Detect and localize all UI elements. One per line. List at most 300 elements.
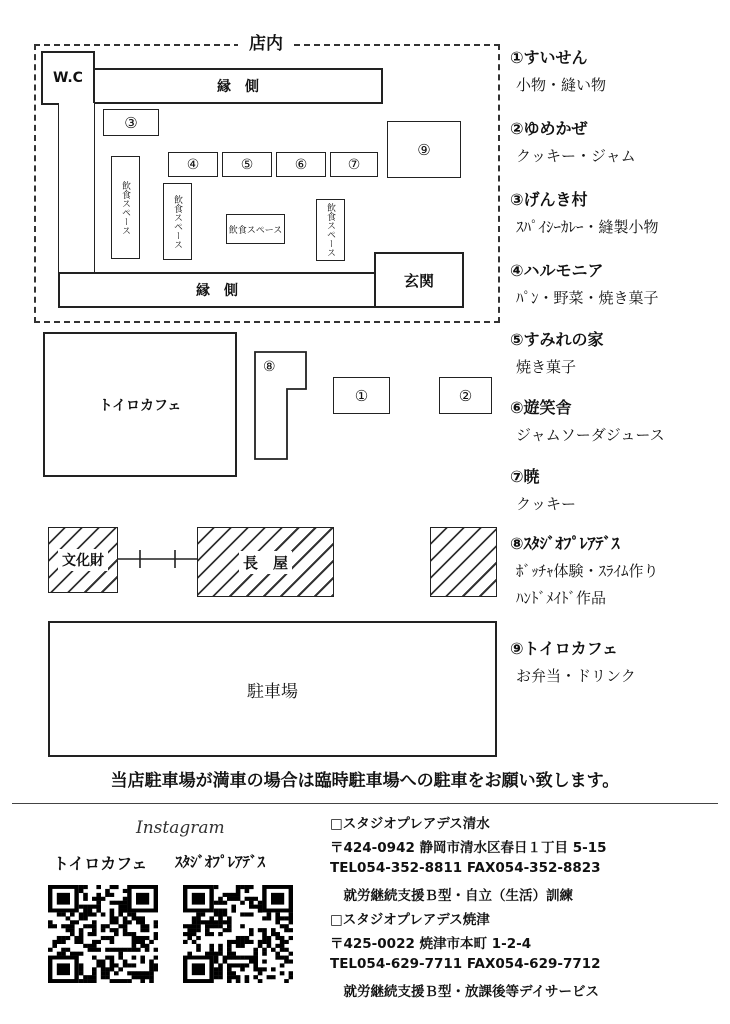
qr-module [110,936,115,940]
qr-module [236,975,241,979]
qr-module [149,940,154,944]
legend-item [510,116,725,187]
qr-module [245,936,250,940]
legend-item [510,187,725,258]
qr-module [145,924,150,928]
qr-module [114,932,119,936]
qr-module [258,909,263,913]
qr-module [57,893,70,905]
qr-module [110,956,115,960]
qr-module [275,956,280,960]
qr-module [140,975,145,979]
qr-module [267,916,272,920]
qr-module [132,956,137,960]
qr-module [280,924,285,928]
qr-module [253,897,258,901]
qr-module [271,928,276,932]
legend-title: ⑧ｽﾀｼﾞｵﾌﾟﾚｱﾃﾞｽ [510,534,620,553]
qr-module [214,885,219,889]
qr-module [154,948,158,952]
qr-module [110,893,115,897]
qr-module [110,948,115,952]
qr-module [61,936,66,940]
booth-1: ① [333,377,390,414]
qr-module [218,967,223,971]
qr-module [96,901,101,905]
qr-module [284,928,289,932]
legend-title: ①すいせん [510,48,588,67]
qr-module [223,909,228,913]
qr-module [123,909,128,913]
qr-module [271,932,276,936]
qr-module [205,928,210,932]
qr-module [245,897,250,901]
qr-module [209,948,214,952]
qr-module [258,940,263,944]
qr-module [101,959,106,963]
contact-info [330,812,720,1004]
qr-module [284,940,289,944]
qr-module [127,963,132,967]
qr-module [240,936,245,940]
qr-module [275,920,280,924]
qr-module [231,893,236,897]
qr-module [101,975,106,979]
qr-module [140,924,145,928]
qr-module [145,944,150,948]
qr-module [227,928,232,932]
qr-module [284,956,289,960]
qr-code-studio-pleiades[interactable] [183,885,293,983]
qr-module [231,971,236,975]
qr-module [231,897,236,901]
qr-module [192,924,197,928]
legend-item [510,45,725,116]
qr-module [74,936,79,940]
qr-module [227,944,232,948]
qr-module [140,940,145,944]
qr-module [205,924,210,928]
qr-module [240,944,245,948]
qr-module [74,940,79,944]
qr-module [218,948,223,952]
qr-module [140,944,145,948]
qr-module [92,967,97,971]
qr-module [214,956,219,960]
qr-module [96,909,101,913]
qr-module [136,975,141,979]
contact-line: 〒425-0022 焼津市本町 1-2-4 [330,936,532,952]
qr-module [114,963,119,967]
legend-title: ②ゆめかぜ [510,119,588,138]
qr-module [262,948,267,952]
qr-module [83,893,88,897]
qr-module [127,920,132,924]
dining-space-label: 飲食スペース [172,194,182,249]
dining-space-1 [111,156,140,259]
qr-module [205,920,210,924]
legend-desc: ｽﾊﾟｲｼｰｶﾚｰ・縫製小物 [516,218,659,236]
qr-module [218,944,223,948]
qr-code-toiro-cafe[interactable] [48,885,158,983]
qr-module [123,963,128,967]
qr-module [192,928,197,932]
qr-module [227,897,232,901]
qr-module [205,952,210,956]
legend-item [510,395,725,464]
qr-module [127,948,132,952]
qr-module [145,971,150,975]
qr-module [140,920,145,924]
qr-module [66,924,71,928]
legend-desc: クッキー・ジャム [516,147,636,165]
qr-module [123,979,128,983]
qr-module [83,975,88,979]
qr-module [245,885,250,889]
qr-module [132,975,137,979]
qr-module [227,952,232,956]
qr-module [132,948,137,952]
qr-module [289,928,293,932]
qr-module [223,956,228,960]
booth-3: ③ [103,109,159,136]
qr-module [262,932,267,936]
qr-module [110,959,115,963]
legend-item [510,327,725,395]
parking-notice: 当店駐車場が満車の場合は臨時駐車場への駐車をお願い致します。 [110,771,620,791]
qr-module [231,952,236,956]
qr-module [267,944,272,948]
qr-module [249,932,254,936]
qr-module [48,948,53,952]
qr-module [245,963,250,967]
qr-module [218,916,223,920]
qr-module [227,948,232,952]
legend-title: ⑥遊笑舎 [510,398,572,417]
qr-module [187,928,192,932]
qr-module [280,940,285,944]
qr-module [231,940,236,944]
dining-space-3 [226,214,285,244]
qr-module [253,956,258,960]
legend-desc: ジャムソーダジュース [516,426,665,444]
qr-module [114,928,119,932]
qr-module [140,971,145,975]
qr-module [262,928,267,932]
qr-module [227,940,232,944]
qr-code-graphic [48,885,158,983]
booth-2: ② [439,377,492,414]
qr-module [145,928,150,932]
qr-module [96,963,101,967]
qr-module [57,940,62,944]
qr-module [223,959,228,963]
qr-module [284,924,289,928]
qr-module [114,948,119,952]
instagram-label: Instagram [136,818,225,838]
qr-module [271,948,276,952]
qr-module [83,924,88,928]
qr-module [267,975,272,979]
qr-module [218,912,223,916]
qr-module [61,940,66,944]
qr-module [79,928,84,932]
qr-module [227,920,232,924]
qr-module [223,901,228,905]
qr-module [227,924,232,928]
qr-module [66,916,71,920]
qr-module [227,963,232,967]
engawa-bottom: 縁 側 [58,272,376,308]
qr-module [123,920,128,924]
qr-module [83,885,88,889]
qr-module [88,975,93,979]
qr-module [92,956,97,960]
qr-module [79,967,84,971]
qr-module [70,912,75,916]
qr-module [79,889,84,893]
qr-module [154,924,158,928]
qr-module [227,893,232,897]
qr-module [114,971,119,975]
connector-path [118,548,198,570]
qr-module [275,932,280,936]
qr-module [140,979,145,983]
qr-module [136,948,141,952]
qr-module [275,936,280,940]
qr-module [214,952,219,956]
qr-module [105,948,110,952]
qr-module [214,909,219,913]
qr-module [258,901,263,905]
qr-module [192,916,197,920]
qr-module [236,897,241,901]
qr-module [132,971,137,975]
qr-module [136,971,141,975]
qr-module [110,979,115,983]
qr-module [249,901,254,905]
qr-module [123,901,128,905]
booth-4: ④ [168,152,218,177]
qr-module [101,897,106,901]
legend-item [510,531,725,636]
qr-module [218,901,223,905]
qr-module [231,905,236,909]
qr-module [101,963,106,967]
qr-module [105,889,110,893]
qr-module [218,909,223,913]
qr-module [61,912,66,916]
qr-module [101,971,106,975]
qr-module [192,963,205,975]
qr-module [110,928,115,932]
qr-module [289,936,293,940]
qr-module [96,959,101,963]
qr-module [289,975,293,979]
qr-module [118,967,123,971]
qr-module [223,928,228,932]
contact-line: □スタジオプレアデス焼津 [330,912,490,928]
qr-module [83,944,88,948]
qr-module [140,928,145,932]
qr-module [249,897,254,901]
qr-module [105,956,110,960]
qr-module [132,963,137,967]
qr-module [83,916,88,920]
engawa-top: 縁 側 [93,68,383,104]
contact-line: 就労継続支援Ｂ型・放課後等デイサービス [330,984,600,1000]
qr-module [118,909,123,913]
qr-module [140,956,145,960]
legend-title: ④ハルモニア [510,261,604,280]
qr-module [280,948,285,952]
qr-module [262,916,267,920]
qr-module [96,897,101,901]
qr-module [154,936,158,940]
qr-module [262,967,267,971]
qr-module [61,948,66,952]
qr-module [205,932,210,936]
qr-module [88,905,93,909]
qr-module [271,893,284,905]
qr-module [101,936,106,940]
qr-module [83,909,88,913]
qr-module [227,971,232,975]
qr-module [79,905,84,909]
qr-module [192,893,205,905]
qr-module [231,956,236,960]
qr-module [92,897,97,901]
qr-module [214,924,219,928]
qr-module [52,924,57,928]
qr-module [236,885,241,889]
qr-module [218,932,223,936]
qr-module [223,912,228,916]
qr-module [240,956,245,960]
legend-title: ③げんき村 [510,190,588,209]
qr-module [227,916,232,920]
legend-title: ⑦暁 [510,467,540,486]
qr-module [183,924,188,928]
qr-module [218,924,223,928]
qr-module [105,971,110,975]
qr-module [236,936,241,940]
qr-module [218,975,223,979]
qr-module [214,971,219,975]
qr-module [267,936,272,940]
qr-module [240,912,245,916]
qr-module [154,967,158,971]
qr-module [262,952,267,956]
qr-module [132,940,137,944]
qr-module [245,912,250,916]
qr-module [258,905,263,909]
qr-module [271,975,276,979]
qr-module [236,944,241,948]
qr-module [105,967,110,971]
qr-module [88,932,93,936]
qr-module [83,912,88,916]
qr-module [110,901,115,905]
qr-module [214,975,219,979]
legend-desc: ﾊﾟﾝ・野菜・焼き菓子 [516,289,659,307]
nagaya [197,527,334,597]
qr-module [262,936,267,940]
qr-module [196,944,201,948]
qr-module [253,959,258,963]
qr-module [183,932,188,936]
store-label: 店内 [238,34,294,54]
qr-module [240,940,245,944]
qr-module [187,936,192,940]
qr-module [236,940,241,944]
qr-module [192,940,197,944]
qr-module [101,967,106,971]
qr-module [245,956,250,960]
qr-module [240,885,245,889]
qr-module [132,932,137,936]
legend-desc: ﾎﾞｯﾁｬ体験・ｽﾗｲﾑ作り [516,562,659,580]
qr-module [123,948,128,952]
bunkazai [48,527,118,593]
qr-module [105,893,110,897]
qr-module [218,952,223,956]
legend [510,45,725,696]
qr-module [245,979,250,983]
legend-desc: 小物・縫い物 [516,76,607,94]
qr-module [223,920,228,924]
qr-module [227,967,232,971]
qr-module [231,909,236,913]
qr-module [218,920,223,924]
qr-module [70,928,75,932]
qr-module [253,975,258,979]
qr2-label: ｽﾀｼﾞｵﾌﾟﾚｱﾃﾞｽ [175,853,266,871]
legend-desc: お弁当・ドリンク [516,667,636,685]
qr-module [101,912,106,916]
qr-module [275,952,280,956]
qr-module [74,952,79,956]
qr-module [258,928,263,932]
qr-module [236,956,241,960]
qr-module [253,963,258,967]
qr-module [83,905,88,909]
qr-module [267,912,272,916]
qr-module [187,932,192,936]
qr-module [79,932,84,936]
qr-module [275,912,280,916]
qr-module [271,967,276,971]
contact-line: □スタジオプレアデス清水 [330,816,490,832]
qr-module [267,940,272,944]
qr-module [236,889,241,893]
contact-line: 就労継続支援Ｂ型・自立（生活）訓練 [330,888,573,904]
qr-module [96,905,101,909]
booth-5: ⑤ [222,152,272,177]
qr-module [196,912,201,916]
qr-module [183,940,188,944]
qr-module [132,944,137,948]
qr-module [114,885,119,889]
contact-line: TEL054-629-7711 FAX054-629-7712 [330,956,601,972]
qr-module [140,959,145,963]
qr-module [74,920,79,924]
qr-module [154,956,158,960]
qr-module [57,936,62,940]
qr-module [209,952,214,956]
qr-module [118,956,123,960]
nagaya-label: 長 屋 [239,551,292,574]
